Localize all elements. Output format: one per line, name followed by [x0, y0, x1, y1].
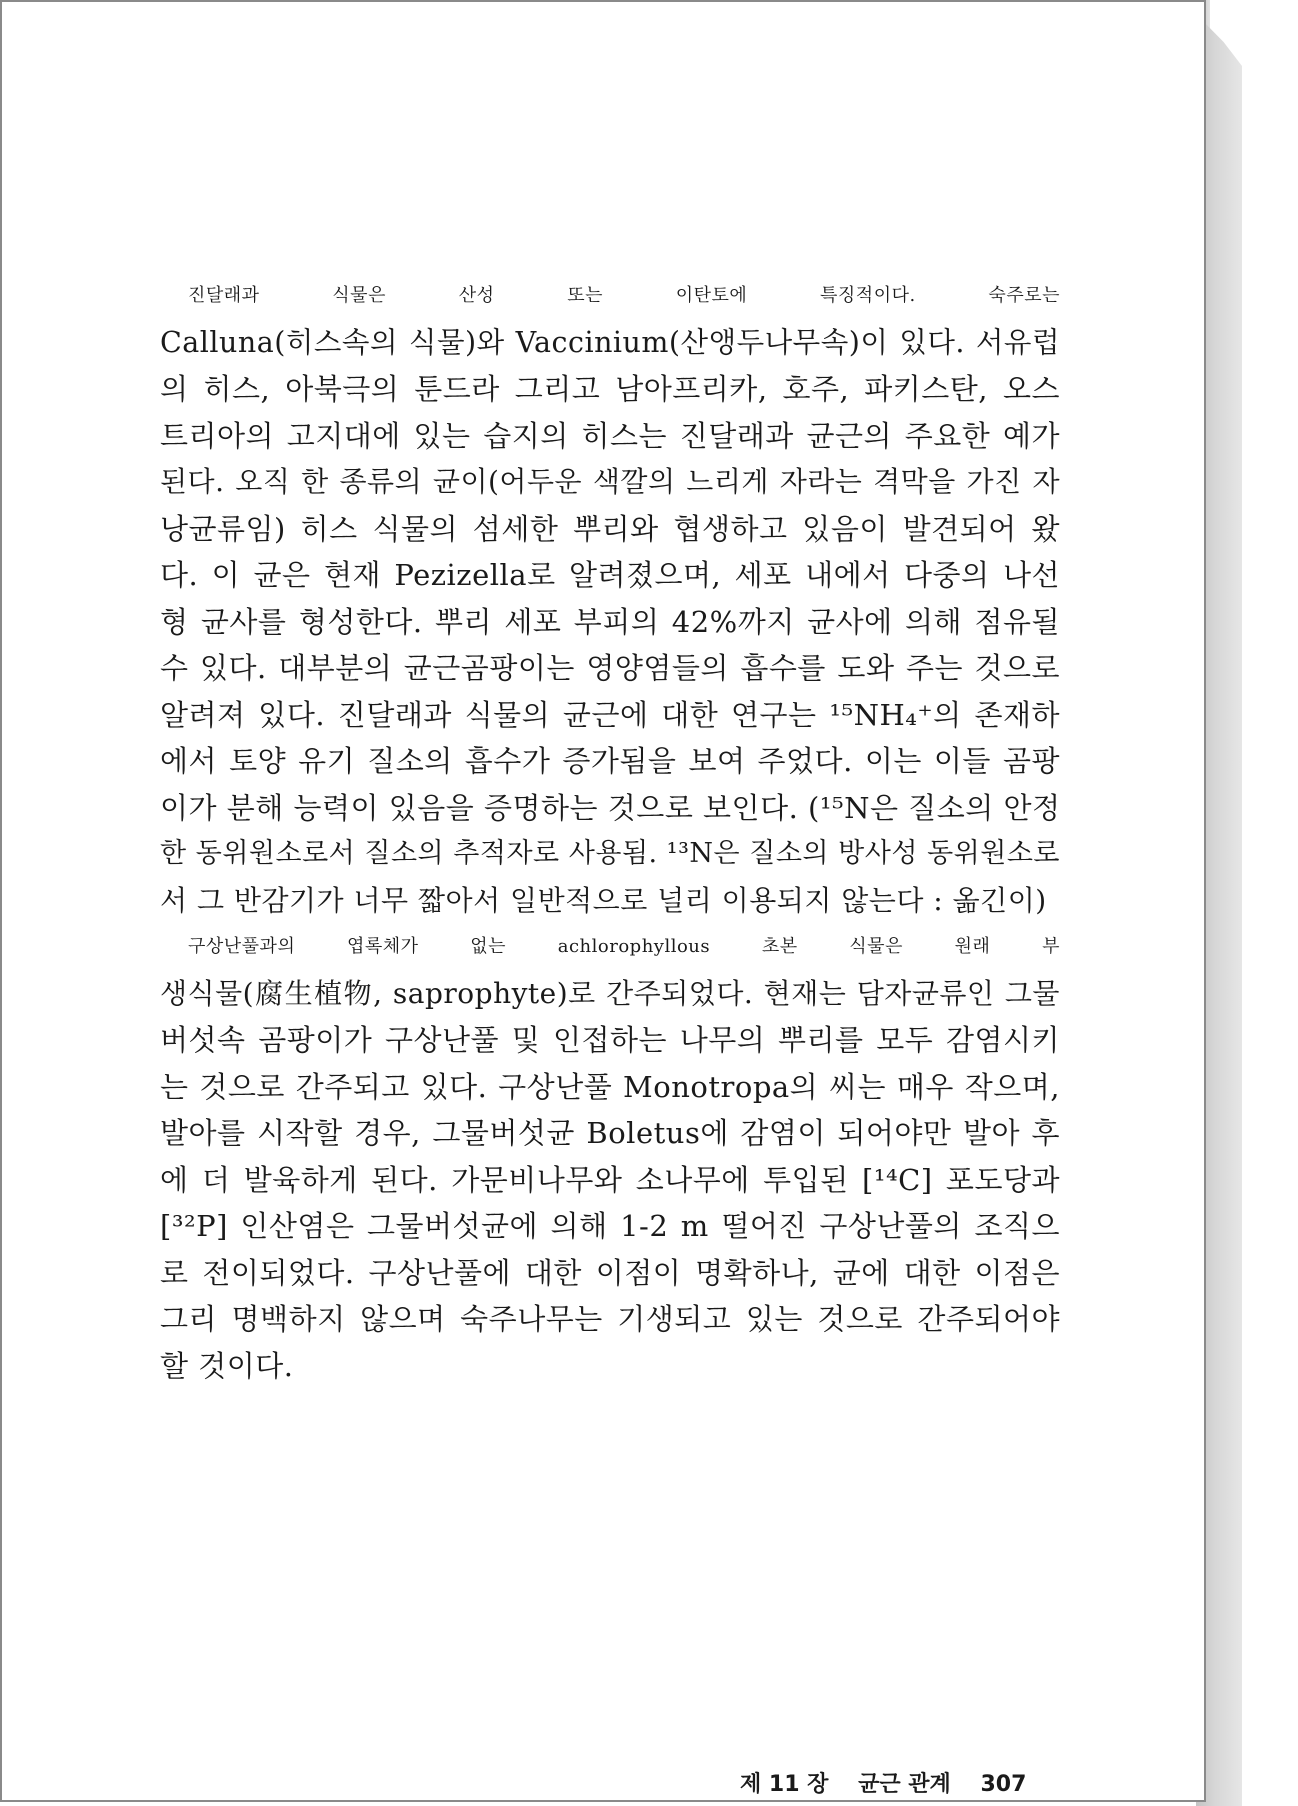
page-number: 307	[980, 1772, 1027, 1797]
text-line: 트리아의 고지대에 있는 습지의 히스는 진달래과 균근의 주요한 예가	[160, 418, 1060, 453]
text-line: 진달래과 식물은 산성 또는 이탄토에 특징적이다. 숙주로는	[188, 285, 1060, 306]
text-line: 구상난풀과의 엽록체가 없는 achlorophyllous 초본 식물은 원래 부	[188, 936, 1060, 957]
text-line: 로 전이되었다. 구상난풀에 대한 이점이 명확하나, 균에 대한 이점은	[160, 1255, 1060, 1290]
text-line: 에서 토양 유기 질소의 흡수가 증가됨을 보여 주었다. 이는 이들 곰팡	[160, 744, 1060, 778]
running-footer	[740, 1767, 1026, 1798]
text-line: 서 그 반감기가 너무 짧아서 일반적으로 널리 이용되지 않는다 : 옮긴이)	[160, 883, 1047, 917]
text-line: 알려져 있다. 진달래과 식물의 균근에 대한 연구는 ¹⁵NH₄⁺의 존재하	[160, 697, 1060, 732]
chapter-title: 균근 관계	[858, 1772, 951, 1797]
paragraph-ericoid-mycorrhiza	[160, 273, 1060, 924]
text-line: 다. 이 균은 현재 Pezizella로 알려졌으며, 세포 내에서 다중의 나선	[160, 558, 1060, 592]
text-line: 이가 분해 능력이 있음을 증명하는 것으로 보인다. (¹⁵N은 질소의 안정	[160, 790, 1061, 825]
text-line: 에 더 발육하게 된다. 가문비나무와 소나무에 투입된 [¹⁴C] 포도당과	[160, 1162, 1060, 1197]
text-line: 그리 명백하지 않으며 숙주나무는 기생되고 있는 것으로 간주되어야	[160, 1302, 1060, 1336]
chapter-number: 제 11 장	[740, 1772, 829, 1797]
text-line: 낭균류임) 히스 식물의 섬세한 뿌리와 협생하고 있음이 발견되어 왔	[160, 511, 1060, 546]
text-line: 한 동위원소로서 질소의 추적자로 사용됨. ¹³N은 질소의 방사성 동위원소로	[160, 838, 1060, 869]
text-line: 발아를 시작할 경우, 그물버섯균 Boletus에 감염이 되어야만 발아 후	[160, 1116, 1060, 1150]
text-line: Calluna(히스속의 식물)와 Vaccinium(산앵두나무속)이 있다. 서유럽	[160, 325, 1060, 359]
text-line: 버섯속 곰팡이가 구상난풀 및 인접하는 나무의 뿌리를 모두 감염시키	[160, 1023, 1060, 1057]
text-line: 형 균사를 형성한다. 뿌리 세포 부피의 42%까지 균사에 의해 점유될	[160, 604, 1060, 639]
text-line: 된다. 오직 한 종류의 균이(어두운 색깔의 느리게 자라는 격막을 가진 자	[160, 465, 1060, 498]
body-text	[160, 273, 1060, 1389]
text-line: 수 있다. 대부분의 균근곰팡이는 영양염들의 흡수를 도와 주는 것으로	[160, 651, 1060, 685]
paragraph-monotropoid-mycorrhiza	[160, 924, 1060, 1389]
text-line: 의 히스, 아북극의 툰드라 그리고 남아프리카, 호주, 파키스탄, 오스	[160, 372, 1060, 406]
text-line: 할 것이다.	[160, 1348, 294, 1383]
text-line: [³²P] 인산염은 그물버섯균에 의해 1-2 m 떨어진 구상난풀의 조직으	[160, 1209, 1060, 1243]
text-line: 는 것으로 간주되고 있다. 구상난풀 Monotropa의 씨는 매우 작으며,	[160, 1069, 1060, 1104]
text-line: 생식물(腐生植物, saprophyte)로 간주되었다. 현재는 담자균류인 그물	[160, 976, 1060, 1010]
